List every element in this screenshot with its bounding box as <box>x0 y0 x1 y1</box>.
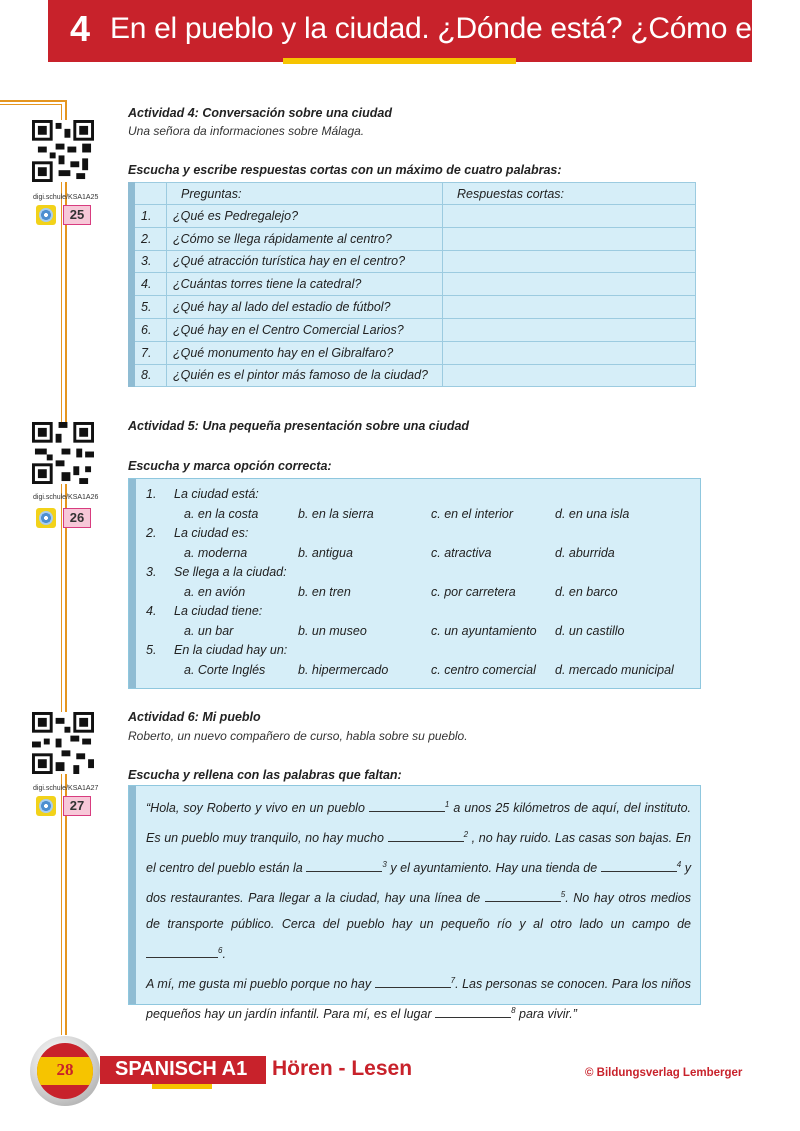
gap-number: 8 <box>511 1005 516 1015</box>
row-question: ¿Cuántas torres tiene la catedral? <box>167 273 443 296</box>
row-question: ¿Cómo se llega rápidamente al centro? <box>167 227 443 250</box>
item-stem: La ciudad tiene: <box>174 604 263 618</box>
chapter-number: 4 <box>70 8 91 49</box>
page-number: 28 <box>56 1060 74 1079</box>
row-number: 3. <box>129 250 167 273</box>
qr-code-icon[interactable] <box>32 422 94 484</box>
table-row <box>129 296 696 319</box>
cloze-text-segment: A mí, me gusta mi pueblo porque no hay <box>146 976 375 991</box>
cloze-text-segment: . <box>222 946 226 961</box>
option-c[interactable]: c. un ayuntamiento <box>431 624 537 638</box>
gap-number: 6 <box>218 945 223 955</box>
gap-number: 3 <box>382 859 387 869</box>
cloze-text <box>146 792 691 1027</box>
table-row <box>129 227 696 250</box>
option-a[interactable]: a. un bar <box>184 624 234 638</box>
side-rule <box>65 100 67 1035</box>
answer-cell[interactable] <box>443 227 696 250</box>
series-subtitle: Hören - Lesen <box>272 1057 413 1080</box>
box-accent-bar <box>129 479 136 688</box>
item-number: 1. <box>146 487 157 501</box>
cloze-text-segment: , no hay ruido. Las casas son bajas. En el centro del pueblo están la <box>146 831 691 876</box>
option-a[interactable]: a. Corte Inglés <box>184 663 266 677</box>
audio-cd-icon[interactable] <box>36 205 56 225</box>
copyright: © Bildungsverlag Lemberger <box>585 1067 743 1079</box>
row-question: ¿Quién es el pintor más famoso de la ciudad? <box>167 364 443 387</box>
row-question: ¿Qué monumento hay en el Gibralfaro? <box>167 341 443 364</box>
activity-4-description: Una señora da informaciones sobre Málaga. <box>128 124 365 138</box>
answer-cell[interactable] <box>443 296 696 319</box>
answer-cell[interactable] <box>443 364 696 387</box>
track-number-badge: 26 <box>63 508 91 528</box>
activity-6-description: Roberto, un nuevo compañero de curso, habla sobre su pueblo. <box>128 729 468 743</box>
row-number: 8. <box>129 364 167 387</box>
row-question: ¿Qué hay en el Centro Comercial Larios? <box>167 318 443 341</box>
row-number: 1. <box>129 205 167 228</box>
row-question: ¿Qué es Pedregalejo? <box>167 205 443 228</box>
table-row <box>129 364 696 387</box>
activity-4-instruction: Escucha y escribe respuestas cortas con un máximo de cuatro palabras: <box>128 163 562 177</box>
cloze-text-segment: . Las personas se conocen. Para los niños pequeños hay un jardín infantil. Para mí, es el lugar <box>146 976 692 1021</box>
item-stem: La ciudad es: <box>174 526 249 540</box>
option-b[interactable]: b. hipermercado <box>298 663 389 677</box>
header-accent-stripe <box>283 58 516 64</box>
row-number: 5. <box>129 296 167 319</box>
gap-blank[interactable] <box>435 1005 511 1018</box>
side-rule <box>0 104 61 105</box>
table-header-row <box>129 183 696 205</box>
gap-blank[interactable] <box>601 859 677 872</box>
cloze-text-segment: y el ayuntamiento. Hay una tienda de <box>386 861 601 876</box>
row-number: 7. <box>129 341 167 364</box>
qr-link[interactable]: digi.schule/KSA1A27 <box>33 785 99 792</box>
option-a[interactable]: a. moderna <box>184 546 248 560</box>
cloze-paragraph-2 <box>146 968 691 1028</box>
activity-6-instruction: Escucha y rellena con las palabras que faltan: <box>128 768 402 782</box>
answer-cell[interactable] <box>443 341 696 364</box>
chapter-title: En el pueblo y la ciudad. ¿Dónde está? ¿Cómo es? <box>110 12 783 45</box>
audio-cd-icon[interactable] <box>36 508 56 528</box>
cloze-paragraph-1 <box>146 792 691 968</box>
gap-number: 1 <box>444 800 450 809</box>
side-rule <box>61 104 62 1035</box>
gap-number: 7 <box>450 975 456 985</box>
option-a[interactable]: a. en avión <box>184 585 246 599</box>
audio-cd-icon[interactable] <box>36 796 56 816</box>
row-number: 6. <box>129 318 167 341</box>
cloze-text-segment: a unos 25 kilómetros de aquí, del instituto. Es un pueblo muy tranquilo, no hay mucho <box>146 801 691 846</box>
answer-cell[interactable] <box>443 318 696 341</box>
table-header-questions: Preguntas: <box>167 183 443 205</box>
gap-number: 5 <box>560 889 566 899</box>
answer-cell[interactable] <box>443 273 696 296</box>
row-question: ¿Qué atracción turística hay en el centro? <box>167 250 443 273</box>
answer-cell[interactable] <box>443 250 696 273</box>
option-d[interactable]: d. aburrida <box>555 546 615 560</box>
option-d[interactable]: d. mercado municipal <box>555 663 674 677</box>
row-question: ¿Qué hay al lado del estadio de fútbol? <box>167 296 443 319</box>
cloze-text-segment: para vivir.” <box>515 1006 577 1021</box>
item-number: 4. <box>146 604 157 618</box>
item-stem: La ciudad está: <box>174 487 259 501</box>
gap-blank[interactable] <box>146 945 218 958</box>
table-header-answers: Respuestas cortas: <box>443 183 696 205</box>
item-stem: En la ciudad hay un: <box>174 643 288 657</box>
table-row <box>129 273 696 296</box>
gap-number: 4 <box>676 859 682 869</box>
gap-number: 2 <box>463 829 469 839</box>
qr-code-icon[interactable] <box>32 120 94 182</box>
option-a[interactable]: a. en la costa <box>184 507 259 521</box>
gap-blank[interactable] <box>388 829 464 842</box>
option-c[interactable]: c. por carretera <box>431 585 516 599</box>
series-title: SPANISCH A1 <box>115 1058 248 1080</box>
option-d[interactable]: d. un castillo <box>555 624 625 638</box>
option-b[interactable]: b. en tren <box>298 585 351 599</box>
item-number: 5. <box>146 643 157 657</box>
box-accent-bar <box>129 786 136 1004</box>
item-number: 3. <box>146 565 157 579</box>
option-b[interactable]: b. en la sierra <box>298 507 374 521</box>
series-accent-stripe <box>152 1084 212 1089</box>
table-accent-bar <box>128 182 135 387</box>
option-d[interactable]: d. en una isla <box>555 507 630 521</box>
table-row <box>129 318 696 341</box>
item-number: 2. <box>146 526 157 540</box>
table-row <box>129 205 696 228</box>
table-row <box>129 250 696 273</box>
row-number: 4. <box>129 273 167 296</box>
qr-code-icon[interactable] <box>32 712 94 774</box>
activity-6-title: Actividad 6: Mi pueblo <box>128 710 261 724</box>
row-number: 2. <box>129 227 167 250</box>
gap-blank[interactable] <box>369 799 445 812</box>
option-c[interactable]: c. en el interior <box>431 507 513 521</box>
item-stem: Se llega a la ciudad: <box>174 565 287 579</box>
gap-blank[interactable] <box>306 859 382 872</box>
gap-blank[interactable] <box>375 975 451 988</box>
track-number-badge: 25 <box>63 205 91 225</box>
option-c[interactable]: c. centro comercial <box>431 663 536 677</box>
option-c[interactable]: c. atractiva <box>431 546 492 560</box>
activity-5-instruction: Escucha y marca opción correcta: <box>128 459 332 473</box>
side-rule <box>0 100 65 102</box>
cloze-text-segment: “Hola, soy Roberto y vivo en un pueblo <box>146 801 369 816</box>
qr-link[interactable]: digi.schule/KSA1A25 <box>33 194 99 201</box>
option-d[interactable]: d. en barco <box>555 585 618 599</box>
activity-4-title: Actividad 4: Conversación sobre una ciudad <box>128 106 392 120</box>
activity-5-title: Actividad 5: Una pequeña presentación sobre una ciudad <box>128 419 470 433</box>
table-row <box>129 341 696 364</box>
cloze-text-segment: . No hay otros medios de transporte público. Cerca del pueblo hay un pequeño río y al otro lado un campo de <box>146 891 691 931</box>
qr-link[interactable]: digi.schule/KSA1A26 <box>33 494 99 501</box>
track-number-badge: 27 <box>63 796 91 816</box>
option-b[interactable]: b. un museo <box>298 624 367 638</box>
option-b[interactable]: b. antigua <box>298 546 353 560</box>
questions-table <box>128 182 696 387</box>
cloze-text-segment: y dos restaurantes. Para llegar a la ciudad, hay una línea de <box>146 861 691 906</box>
answer-cell[interactable] <box>443 205 696 228</box>
gap-blank[interactable] <box>485 889 561 902</box>
